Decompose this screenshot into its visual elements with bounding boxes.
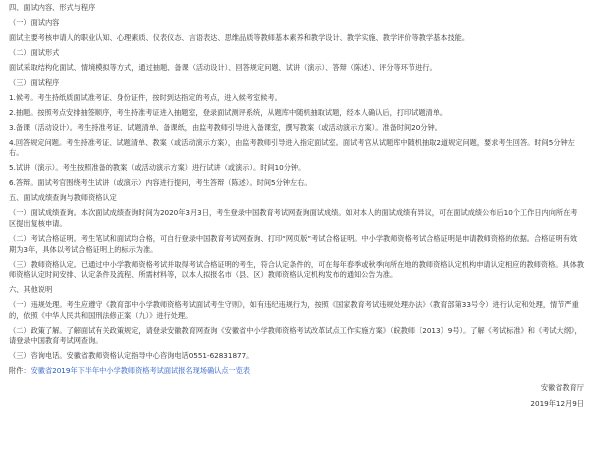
paragraph: （三）教师资格认定。已通过中小学教师资格考试并取得考试合格证明的考生，符合认定条件的，可在每年春季或秋季向所在地的教师资格认定机构申请认定相应的教师资格。具体教师资格认定时间安排、认定条件及流程、所需材料等，以本人拟报名市（县、区）教师资格认定机构发布的通知公告为准。 — [9, 259, 585, 280]
signature-org: 安徽省教育厅 — [540, 382, 584, 392]
section-heading: 四、面试内容、形式与程序 — [9, 3, 96, 12]
paragraph: 2.抽题。按照考点安排抽签顺序，考生持准考证进入抽题室，登录面试测评系统，从题库中随机抽取试题，经本人确认后，打印试题清单。 — [9, 107, 448, 117]
section-heading: 六、其他说明 — [9, 285, 53, 295]
attachment-label: 附件： — [9, 366, 31, 376]
paragraph: 3.备课（活动设计）。考生持准考证、试题清单、备课纸，由监考教师引导进入备课室，撰写教案（或活动演示方案）。准备时间20分钟。 — [9, 122, 442, 132]
signature-date: 2019年12月9日 — [530, 399, 584, 409]
section-heading: （三）面试程序 — [9, 77, 60, 87]
paragraph: （一）面试成绩查询。本次面试成绩查询时间为2020年3月3日，考生登录中国教育考试网查询面试成绩。如对本人的面试成绩有异议，可在面试成绩公布后10个工作日内向所在考区提出复核申请。 — [9, 208, 578, 228]
paragraph: 5.试讲（演示）。考生按照准备的教案（或活动演示方案）进行试讲（或演示）。时间10分钟。 — [9, 163, 306, 173]
paragraph: 4.回答规定问题。考生持准考证、试题清单、教案（或活动演示方案），由监考教师引导进入指定面试室。面试考官从试题库中随机抽取2道规定问题，要求考生回答。时间5分钟左右。 — [9, 137, 575, 158]
attachment-line — [9, 366, 584, 377]
paragraph: 1.候考。考生持纸质面试准考证、身份证件，按时到达指定的考点，进入候考室候考。 — [9, 92, 282, 102]
paragraph: （二）考试合格证明。考生笔试和面试均合格，可自行登录中国教育考试网查询、打印“网页版”考试合格证明。中小学教师资格考试合格证明是申请教师资格的依据。合格证明有效期为3年，具体以考试合格证明上的标示为准。 — [9, 233, 578, 254]
section-heading: （二）面试形式 — [9, 47, 60, 57]
paragraph: （一）违规处理。考生应遵守《教育部中小学教师资格考试面试考生守则》，如有违纪违规行为，按照《国家教育考试违规处理办法》（教育部第33号令）进行认定和处理，情节严重的，依照《中华人民共和国刑法修正案（九）》进行处理。 — [9, 300, 579, 320]
paragraph: （三）咨询电话。安徽省教师资格认定指导中心咨询电话0551-62831877。 — [9, 351, 254, 361]
paragraph: 面试主要考核申请人的职业认知、心理素质、仪表仪态、言语表达、思维品质等教师基本素养和教学设计、教学实施、教学评价等教学基本技能。 — [9, 32, 470, 42]
attachment-link[interactable]: 安徽省2019年下半年中小学教师资格考试面试报名现场确认点一览表 — [30, 366, 251, 376]
paragraph: 6.答辩。面试考官围绕考生试讲（或演示）内容进行提问，考生答辩（陈述）。时间5分钟左右。 — [9, 178, 312, 188]
section-heading: 五、面试成绩查询与教师资格认定 — [9, 193, 117, 203]
paragraph: 面试采取结构化面试、情境模拟等方式，通过抽题、备课（活动设计）、回答规定问题、试讲（演示）、答辩（陈述）、评分等环节进行。 — [9, 62, 437, 72]
section-heading: （一）面试内容 — [9, 17, 60, 27]
paragraph: （二）政策了解。了解面试有关政策规定，请登录安徽教育网查询《安徽省中小学教师资格考试改革试点工作实施方案》（皖教师〔2013〕9号）。了解《考试标准》和《考试大纲》，请登录中国教育考试网查询。 — [9, 325, 582, 346]
